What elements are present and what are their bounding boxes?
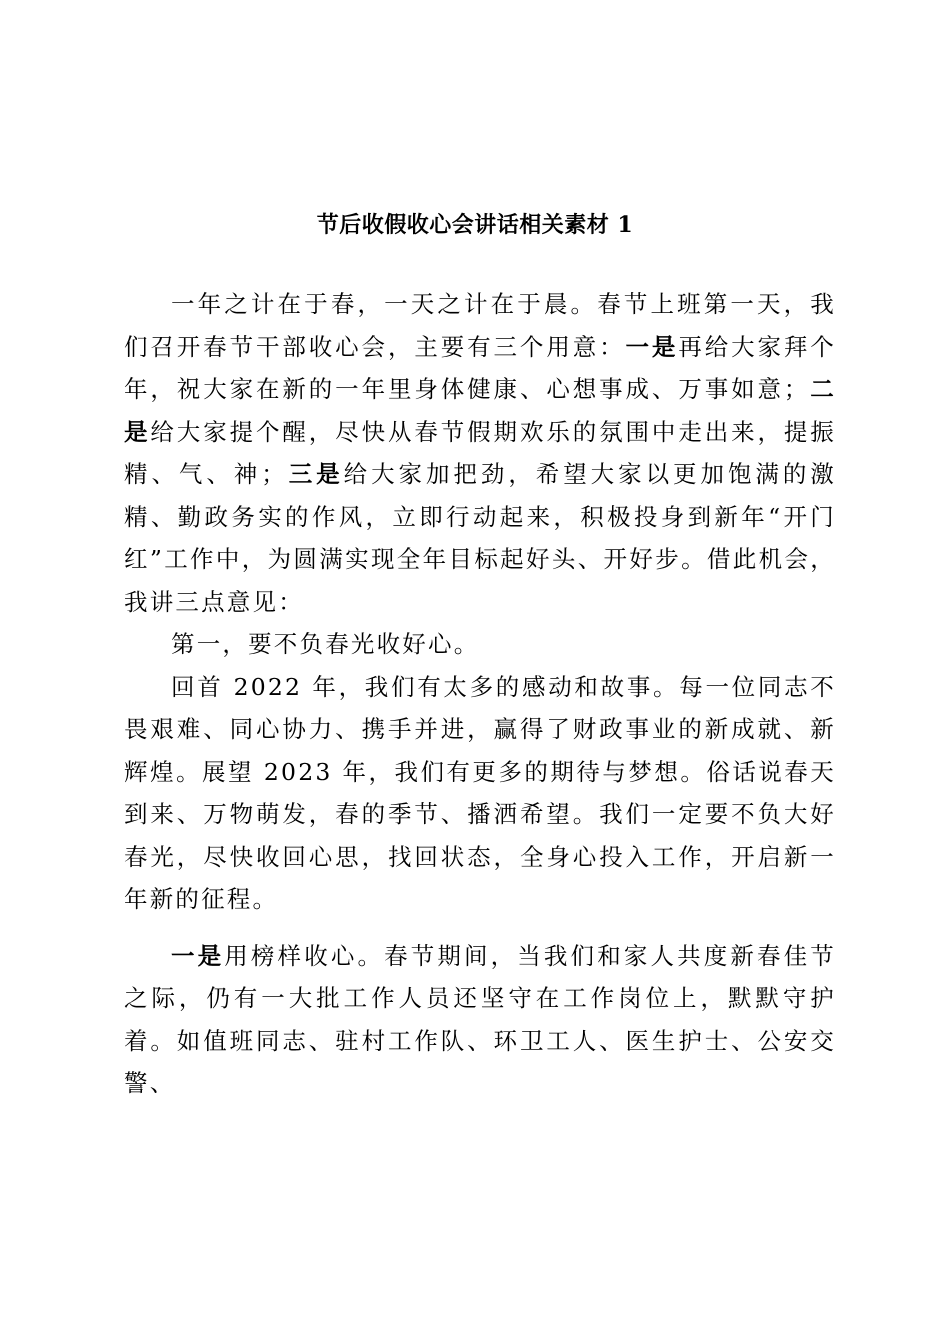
paragraph-review — [124, 666, 836, 921]
bold-marker: 三是 — [286, 460, 344, 488]
text-segment: 给大家提个醒，尽快从春节假期欢乐的氛围中走出来，提振精、气、神； — [124, 417, 837, 488]
document-body — [124, 283, 836, 1105]
bold-marker: 一是 — [171, 941, 225, 970]
text-segment: 回首 2022 年，我们有太多的感动和故事。每一位同志不畏艰难、同心协力、携手并进，赢得了财政事业的新成就、新辉煌。展望 2023 年，我们有更多的期待与梦想。俗话说春天到来、万物萌发，春的季节、播洒希望。我们一定要不负大好春光，尽快收回心思，找回状态，全身心投入工作，开启新一年新的征程。 — [124, 672, 836, 913]
text-segment: 用榜样收心。春节期间，当我们和家人共度新春佳节之际，仍有一大批工作人员还坚守在工作岗位上，默默守护着。如值班同志、驻村工作队、环卫工人、医生护士、公安交警、 — [124, 941, 836, 1097]
paragraph-intro — [124, 283, 836, 623]
text-segment: 给大家加把劲，希望大家以更加饱满的激精、勤政务实的作风，立即行动起来，积极投身到新年“开门红”工作中，为圆满实现全年目标起好头、开好步。借此机会，我讲三点意见： — [124, 460, 836, 616]
text-segment: 一年之计在于春，一天之计在于晨。春节上班第一天，我们召开春节干部收心会，主要有三个用意： — [124, 290, 836, 361]
text-segment: 再给大家拜个年，祝大家在新的一年里身体健康、心想事成、万事如意； — [124, 332, 836, 403]
text-segment: 第一，要不负春光收好心。 — [171, 630, 480, 658]
bold-marker: 一是 — [625, 332, 679, 361]
document-title: 节后收假收心会讲话相关素材 1 — [316, 212, 634, 238]
paragraph-role-model — [124, 935, 836, 1105]
bold-marker: 二是 — [124, 375, 837, 446]
section-heading-first — [124, 623, 836, 666]
